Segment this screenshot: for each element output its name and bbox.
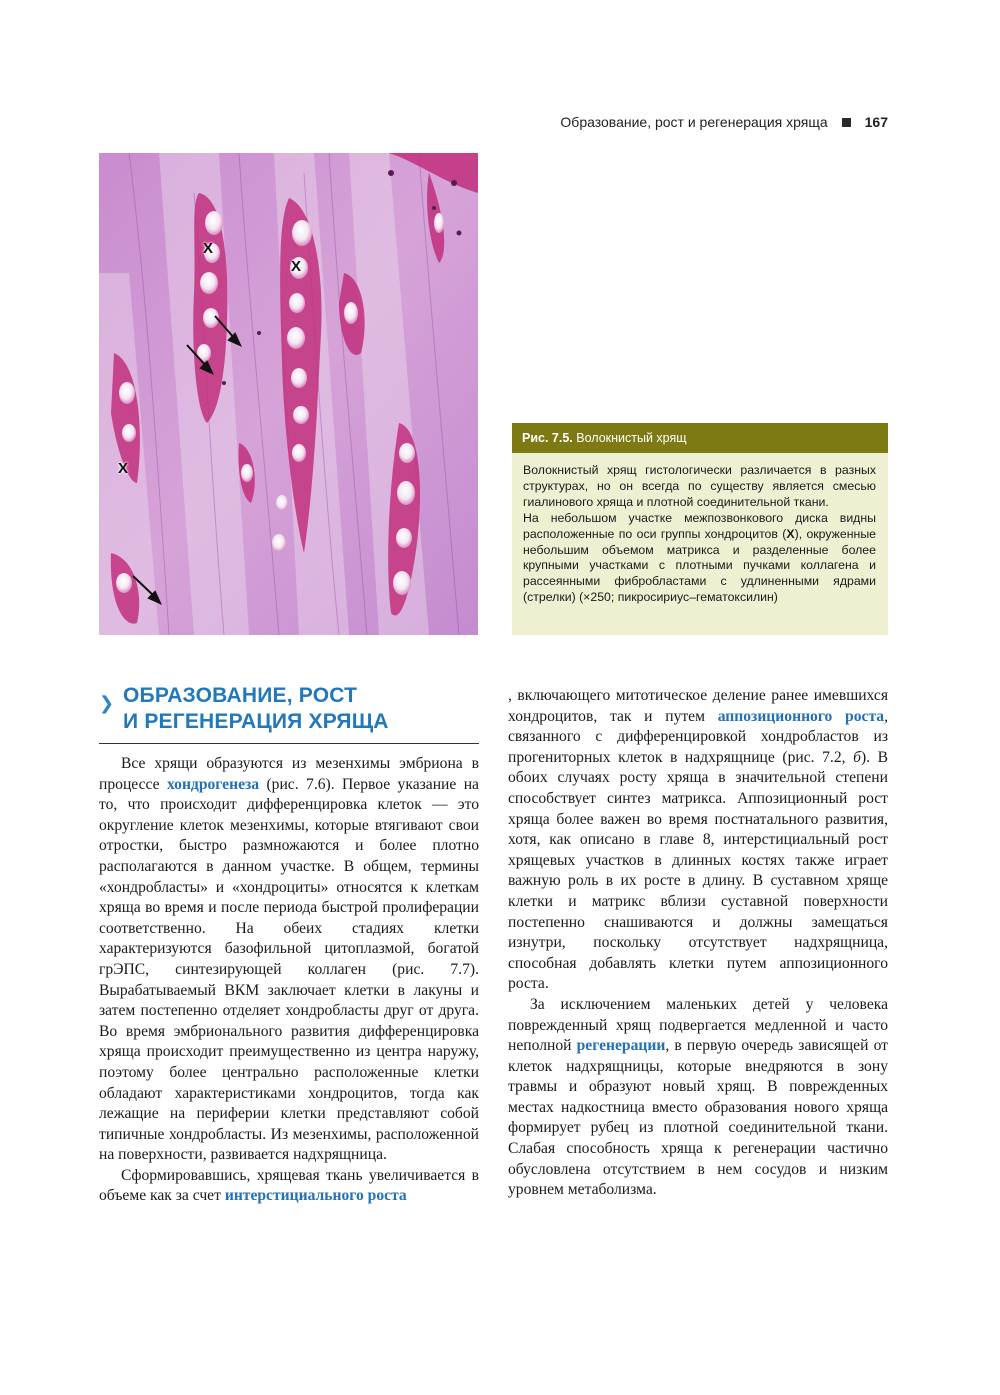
running-head — [560, 114, 888, 130]
body-paragraph: Все хрящи образуются из мезенхимы эмбриона в процессе хондрогенеза (рис. 7.6). Первое указание на то, что происходит дифференцировка клеток — это округление клеток мезенхимы, которые втягивают свои отростки, быстро размножаются и более плотно располагаются в данном участке. В общем, термины «хондробласты» и «хондроциты» относятся к клеткам хряща во время и после периода быстрой пролиферации соответственно. На обеих стадиях клетки характеризуются базофильной цитоплазмой, богатой грЭПС, синтезирующей коллаген (рис. 7.7). Вырабатываемый ВКМ заключает клетки в лакуны и затем постепенно отделяет хондробласты друг от друга. Во время эмбрионального развития дифференцировка хряща происходит преимущественно из центра наружу, поэтому более центрально расположенные клетки обладают характеристиками хондроцитов, тогда как лежащие на периферии клетки представляют собой типичные хондробласты. Из мезенхимы, расположенной на поверхности, развивается надхрящница. — [99, 755, 479, 1164]
term-link: аппозиционного роста — [717, 707, 885, 725]
body-column-right — [508, 686, 888, 1201]
heading-rule — [99, 743, 479, 744]
caption-paragraph: На небольшом участке межпозвонкового диска видны расположенные по оси группы хондроцитов (X), окруженные небольшим объемом матрикса и разделенные более крупными участками с плотными пучками коллагена и рассеянными фибробластами с удлиненными ядрами (стрелки) (×250; пикросириус–гематоксилин) — [523, 510, 876, 605]
caption-label: Рис. 7.5. — [522, 431, 573, 445]
histology-micrograph — [99, 153, 478, 635]
caption-title: Волокнистый хрящ — [576, 431, 687, 445]
chevron-right-icon: ❯ — [99, 693, 115, 713]
micrograph-figure — [99, 153, 478, 635]
chondrocyte-group-label: X — [291, 258, 302, 275]
term-link: хондрогенеза — [166, 775, 260, 793]
square-bullet-icon — [842, 118, 851, 127]
figure-caption — [512, 423, 888, 635]
page-number: 167 — [864, 114, 888, 130]
body-paragraph: За исключением маленьких детей у человека поврежденный хрящ подвергается медленной и часто неполной регенерации, в первую очередь зависящей от клеток надхрящницы, которые внедряются в зону травмы и образуют новый хрящ. В поврежденных местах надкостница вместо образования нового хряща формирует рубец из плотной соединительной ткани. Слабая способность хряща к регенерации частично обусловлена отсутствием в нем сосудов и низким уровнем метаболизма. — [508, 995, 888, 1199]
body-column-left — [99, 754, 479, 1207]
body-paragraph: , включающего митотическое деление ранее имевшихся хондроцитов, так и путем аппозиционного роста, связанного с дифференцировкой хондробластов из прогениторных клеток в надхрящнице (рис. 7.2, б). В обоих случаях росту хряща в значительной степени способствует синтез матрикса. Аппозиционный рост хряща более важен во время постнатального развития, хотя, как описано в главе 8, интерстициальный рост хрящевых участков в длинных костях также играет важную роль в их росте в длину. В суставном хряще клетки и матрикс вблизи суставной поверхности постепенно снашиваются и должны замещаться изнутри, поскольку отсутствует надхрящница, способная добавлять клетки путем аппозиционного роста. — [508, 687, 888, 993]
running-title: Образование, рост и регенерация хряща — [560, 114, 828, 130]
chondrocyte-group-label: X — [203, 240, 214, 257]
term-link: интерстициального роста — [224, 1187, 407, 1205]
caption-header — [512, 423, 888, 453]
body-paragraph: Сформировавшись, хрящевая ткань увеличивается в объеме как за счет интерстициального роста — [99, 1166, 479, 1205]
caption-body — [512, 453, 888, 606]
section-heading — [99, 683, 479, 744]
caption-paragraph: Волокнистый хрящ гистологически различается в разных структурах, но он всегда по существу является смесью гиалинового хряща и плотной соединительной ткани. — [523, 463, 876, 509]
term-link: регенерации — [576, 1037, 666, 1055]
chondrocyte-group-label: X — [118, 460, 129, 477]
section-title: ОБРАЗОВАНИЕ, РОСТ И РЕГЕНЕРАЦИЯ ХРЯЩА — [123, 684, 389, 733]
